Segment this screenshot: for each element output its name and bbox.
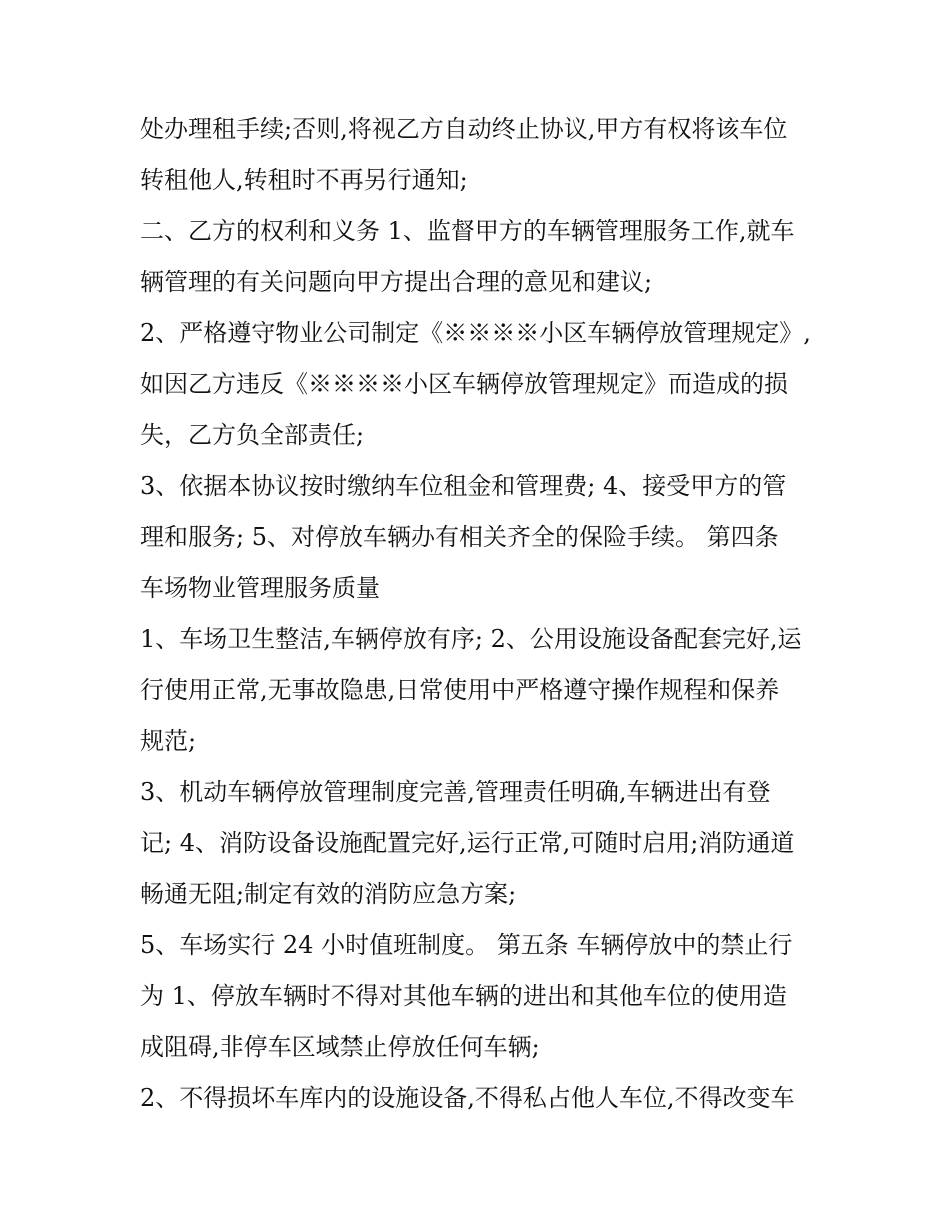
text-line: 规范; bbox=[140, 727, 197, 755]
text-line: 转租他人,转租时不再另行通知; bbox=[140, 166, 468, 194]
text-line: 为 1、停放车辆时不得对其他车辆的进出和其他车位的使用造 bbox=[140, 982, 787, 1010]
text-line: 3、依据本协议按时缴纳车位租金和管理费; 4、接受甲方的管 bbox=[140, 472, 787, 500]
text-line: 2、严格遵守物业公司制定《※※※※小区车辆停放管理规定》, bbox=[140, 319, 811, 347]
text-line: 成阻碍,非停车区域禁止停放任何车辆; bbox=[140, 1033, 540, 1061]
text-line: 处办理租手续;否则,将视乙方自动终止协议,甲方有权将该车位 bbox=[140, 115, 788, 143]
text-line: 1、车场卫生整洁,车辆停放有序; 2、公用设施设备配套完好,运 bbox=[140, 625, 802, 653]
text-line: 理和服务; 5、对停放车辆办有相关齐全的保险手续。 第四条 bbox=[140, 523, 779, 551]
text-line: 畅通无阻;制定有效的消防应急方案; bbox=[140, 880, 517, 908]
document-body bbox=[140, 104, 820, 1124]
text-line: 5、车场实行 24 小时值班制度。 第五条 车辆停放中的禁止行 bbox=[140, 931, 793, 959]
text-line: 2、不得损坏车库内的设施设备,不得私占他人车位,不得改变车 bbox=[140, 1084, 795, 1112]
text-line: 辆管理的有关问题向甲方提出合理的意见和建议; bbox=[140, 268, 653, 296]
text-line: 如因乙方违反《※※※※小区车辆停放管理规定》而造成的损 bbox=[140, 370, 788, 398]
text-line: 行使用正常,无事故隐患,日常使用中严格遵守操作规程和保养 bbox=[140, 676, 780, 704]
text-line: 失，乙方负全部责任; bbox=[140, 421, 365, 449]
text-line: 二、乙方的权利和义务 1、监督甲方的车辆管理服务工作,就车 bbox=[140, 217, 795, 245]
text-line: 车场物业管理服务质量 bbox=[140, 574, 380, 602]
text-line: 3、机动车辆停放管理制度完善,管理责任明确,车辆进出有登 bbox=[140, 778, 771, 806]
text-line: 记; 4、消防设备设施配置完好,运行正常,可随时启用;消防通道 bbox=[140, 829, 795, 857]
